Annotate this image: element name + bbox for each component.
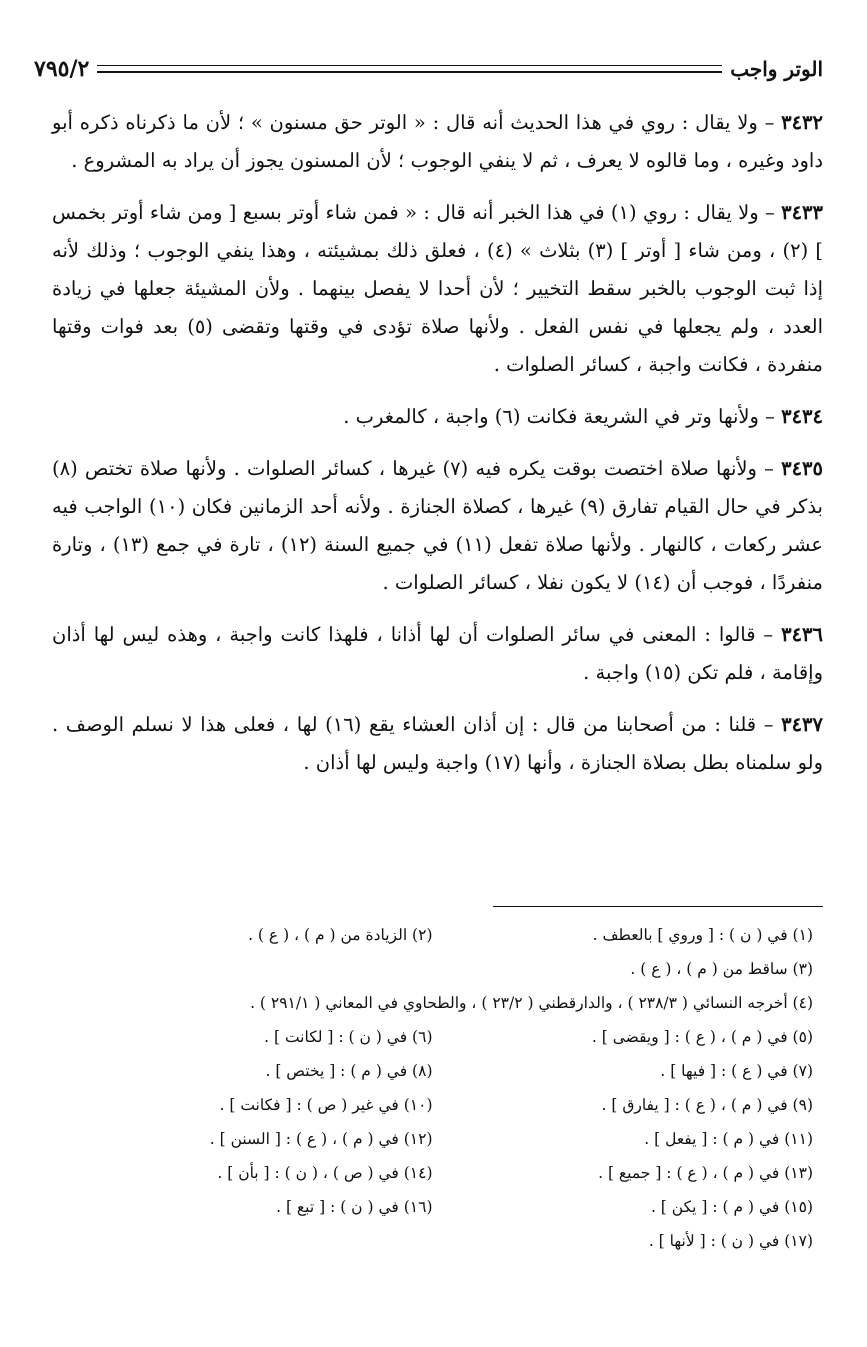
footnotes [52,918,813,1258]
paragraph-number: ٣٤٣٤ [781,405,823,428]
footnote: (١٦) في ( ن ) : [ تبع ] . [276,1198,433,1216]
footnote: (٧) في ( ع ) : [ فيها ] . [660,1062,813,1080]
footnote: (٣) ساقط من ( م ) ، ( ع ) . [630,960,813,978]
main-text [52,104,823,796]
footnote: (١٤) في ( ص ) ، ( ن ) : [ بأن ] . [217,1164,433,1182]
footnote-row [52,918,813,952]
footnote-row [52,1054,813,1088]
paragraph-3432 [52,104,823,180]
footnote-row [52,1088,813,1122]
footnote [52,1224,433,1258]
paragraph-text: – قالوا : المعنى في سائر الصلوات أن لها أذانا ، فلهذا كانت واجبة ، وهذه ليس لها أذان وإقامة ، فلم تكن (١٥) واجبة . [52,623,823,684]
footnote: (١٥) في ( م ) : [ يكن ] . [650,1198,813,1216]
footnote: (٥) في ( م ) ، ( ع ) : [ ويقضى ] . [591,1028,813,1046]
paragraph-number: ٣٤٣٦ [781,623,823,646]
footnote-row [52,1020,813,1054]
footnote: (٩) في ( م ) ، ( ع ) : [ يفارق ] . [601,1096,813,1114]
footnote: (٤) أخرجه النسائي ( ٢٣٨/٣ ) ، والدارقطني ( ٢٣/٢ ) ، والطحاوي في المعاني ( ٢٩١/١ ) . [250,994,813,1012]
paragraph-text: – ولا يقال : روي (١) في هذا الخبر أنه قال : « فمن شاء أوتر بسبع [ ومن شاء أوتر بخمس ] (٢) ، ومن شاء [ أوتر ] (٣) بثلاث » (٤) ، فعلق ذلك بمشيئته ، وهذا ينفي الوجوب ؛ وذلك لأنه إذا ثبت الوجوب بالخبر سقط التخيير ؛ لأن أحدا لا يفصل بينهما . ولأن المشيئة جعلها في زيادة العدد ، ولم يجعلها في نفس الفعل . ولأنها صلاة تؤدى في وقتها وتقضى (٥) بعد فوات وقتها منفردة ، فكانت واجبة ، كسائر الصلوات . [52,201,823,376]
page-header [34,52,823,86]
footnote: (٢) الزيادة من ( م ) ، ( ع ) . [248,926,433,944]
paragraph-number: ٣٤٣٣ [781,201,824,224]
footnote-row [52,1224,813,1258]
paragraph-3433 [52,194,823,384]
paragraph-number: ٣٤٣٢ [781,111,823,134]
footnote-row [52,1190,813,1224]
footnote-row [52,986,813,1020]
paragraph-3435 [52,450,823,602]
footnote: (١) في ( ن ) : [ وروي ] بالعطف . [592,926,813,944]
paragraph-number: ٣٤٣٧ [781,713,823,736]
footnote-separator [493,906,823,907]
footnote-row [52,1156,813,1190]
paragraph-number: ٣٤٣٥ [781,457,823,480]
header-rule [97,65,722,73]
footnote-row [52,1122,813,1156]
footnote [52,952,433,986]
paragraph-text: – ولا يقال : روي في هذا الحديث أنه قال : « الوتر حق مسنون » ؛ لأن ما ذكرناه ذكره أبو داود وغيره ، وما قالوه لا يعرف ، ثم لا ينفي الوجوب ؛ لأن المسنون يجوز أن يراد به المشروع . [52,111,823,172]
paragraph-3434 [52,398,823,436]
running-title: الوتر واجب [730,57,823,81]
footnote: (٦) في ( ن ) : [ لكانت ] . [264,1028,433,1046]
footnote: (١٧) في ( ن ) : [ لأنها ] . [648,1232,813,1250]
paragraph-text: – قلنا : من أصحابنا من قال : إن أذان العشاء يقع (١٦) لها ، فعلى هذا لا نسلم الوصف . ولو سلمناه بطل بصلاة الجنازة ، وأنها (١٧) واجبة وليس لها أذان . [52,713,823,774]
footnote: (١١) في ( م ) : [ يفعل ] . [644,1130,813,1148]
footnote: (١٣) في ( م ) ، ( ع ) : [ جميع ] . [598,1164,813,1182]
paragraph-text: – ولأنها وتر في الشريعة فكانت (٦) واجبة ، كالمغرب . [343,405,782,428]
paragraph-3436 [52,616,823,692]
footnote-row [52,952,813,986]
paragraph-text: – ولأنها صلاة اختصت بوقت يكره فيه (٧) غيرها ، كسائر الصلوات . ولأنها صلاة تختص (٨) بذكر في حال القيام تفارق (٩) غيرها ، كصلاة الجنازة . ولأنه أحد الزمانين فكان (١٠) الواجب فيه عشر ركعات ، كالنهار . ولأنها صلاة تفعل (١١) في جميع السنة (١٢) ، تارة في جمع (١٣) ، وتارة منفردًا ، فوجب أن (١٤) لا يكون نفلا ، كسائر الصلوات . [52,457,823,594]
page-number: ٧٩٥/٢ [34,56,90,82]
footnote: (٨) في ( م ) : [ يختص ] . [265,1062,433,1080]
paragraph-3437 [52,706,823,782]
footnote: (١٢) في ( م ) ، ( ع ) : [ السنن ] . [209,1130,433,1148]
footnote: (١٠) في غير ( ص ) : [ فكانت ] . [219,1096,433,1114]
